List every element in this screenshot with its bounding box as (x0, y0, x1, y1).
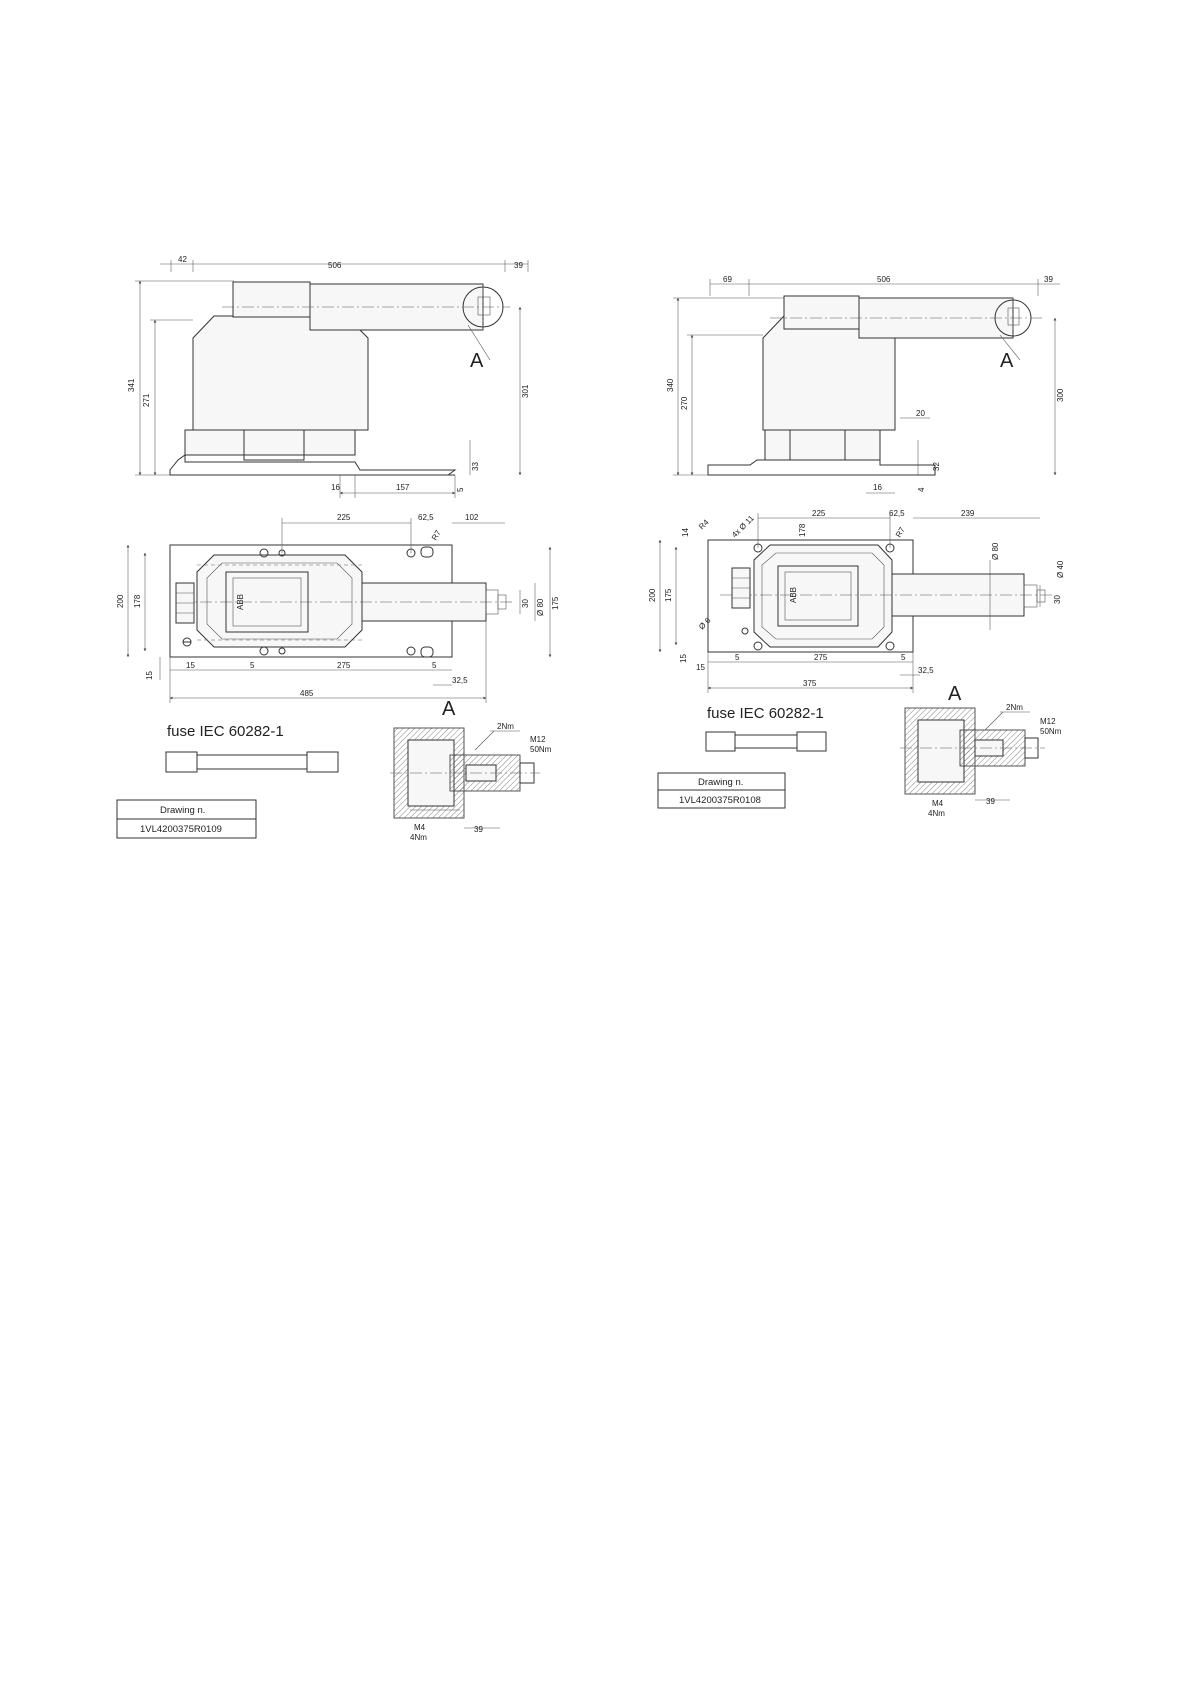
right-plan-dim-200: 200 (648, 588, 657, 602)
right-plan-dim-5-a: 5 (735, 653, 740, 662)
left-fuse-label: fuse IEC 60282-1 (167, 723, 284, 740)
right-plan-dim-5-b: 5 (901, 653, 906, 662)
right-plan-dim-dia40: Ø 40 (1056, 560, 1065, 578)
right-plan-dim-dia80: Ø 80 (991, 542, 1000, 560)
plan-dim-15-vert: 15 (145, 671, 154, 680)
plan-dim-62-5: 62,5 (418, 513, 434, 522)
abb-logo-right: ABB (789, 586, 798, 603)
left-fuse-block (117, 723, 338, 838)
right-dim-32: 32 (932, 462, 941, 471)
right-fuse-block (658, 705, 826, 808)
right-plan-dim-225: 225 (812, 509, 826, 518)
right-plan-dim-32-5: 32,5 (918, 666, 934, 675)
right-plan-dim-178: 178 (798, 523, 807, 537)
right-fuse-label: fuse IEC 60282-1 (707, 705, 824, 722)
dim-33: 33 (471, 462, 480, 471)
left-detail-bolt: M12 (530, 735, 546, 744)
right-detail-torque-top: 2Nm (1006, 703, 1023, 712)
right-plan-dim-r4: R4 (697, 517, 711, 532)
left-detail-bolt-torque: 50Nm (530, 745, 552, 754)
left-side-view (127, 255, 530, 498)
left-detail-screw: M4 (414, 823, 426, 832)
right-dim-506: 506 (877, 275, 891, 284)
right-plan-dim-dia6: Ø 6 (697, 615, 713, 632)
right-plan-dim-30: 30 (1053, 595, 1062, 604)
right-dim-69: 69 (723, 275, 732, 284)
dim-506: 506 (328, 261, 342, 270)
left-plan-view (116, 513, 560, 703)
right-dim-20: 20 (916, 409, 925, 418)
plan-dim-200: 200 (116, 594, 125, 608)
dim-39-left: 39 (514, 261, 523, 270)
left-detail-screw-torque: 4Nm (410, 833, 427, 842)
right-plan-dim-175: 175 (664, 588, 673, 602)
right-detail-screw-torque: 4Nm (928, 809, 945, 818)
right-plan-dim-275: 275 (814, 653, 828, 662)
left-detail-dim-39: 39 (474, 825, 483, 834)
dim-42: 42 (178, 255, 187, 264)
plan-dim-32-5: 32,5 (452, 676, 468, 685)
left-side-detail-label: A (470, 350, 484, 372)
right-plan-dim-62-5: 62,5 (889, 509, 905, 518)
plan-dim-225: 225 (337, 513, 351, 522)
plan-dim-175: 175 (551, 596, 560, 610)
right-plan-dim-15: 15 (696, 663, 705, 672)
left-detail-torque-top: 2Nm (497, 722, 514, 731)
right-dim-4: 4 (917, 487, 926, 492)
plan-dim-275: 275 (337, 661, 351, 670)
right-detail-dim-39: 39 (986, 797, 995, 806)
right-drawing-number: 1VL4200375R0108 (679, 795, 761, 806)
plan-dim-178: 178 (133, 594, 142, 608)
dim-157: 157 (396, 483, 410, 492)
plan-dim-30: 30 (521, 599, 530, 608)
right-dim-270: 270 (680, 396, 689, 410)
dim-341: 341 (127, 378, 136, 392)
dim-301: 301 (521, 384, 530, 398)
right-detail-bolt: M12 (1040, 717, 1056, 726)
plan-dim-5-a: 5 (250, 661, 255, 670)
right-dim-340: 340 (666, 378, 675, 392)
dim-5-side: 5 (456, 487, 465, 492)
plan-dim-102: 102 (465, 513, 479, 522)
right-plan-dim-r7: R7 (893, 525, 907, 539)
left-drawing-number: 1VL4200375R0109 (140, 824, 222, 835)
right-plan-dim-4x11: 4x Ø 11 (730, 513, 756, 540)
right-drawing-header: Drawing n. (698, 777, 744, 788)
right-dim-39: 39 (1044, 275, 1053, 284)
dim-16: 16 (331, 483, 340, 492)
right-plan-dim-239: 239 (961, 509, 975, 518)
right-plan-view (648, 509, 1065, 693)
right-plan-dim-14: 14 (681, 528, 690, 537)
right-detail-a (900, 683, 1062, 818)
right-detail-bolt-torque: 50Nm (1040, 727, 1062, 736)
right-side-view (666, 275, 1065, 493)
right-drawing (648, 275, 1065, 818)
right-dim-300: 300 (1056, 388, 1065, 402)
right-plan-dim-15-vert: 15 (679, 654, 688, 663)
plan-dim-r7: R7 (429, 528, 443, 542)
plan-dim-dia80: Ø 80 (536, 598, 545, 616)
abb-logo-left: ABB (236, 593, 245, 610)
right-detail-title: A (948, 683, 962, 705)
left-detail-a (390, 698, 552, 842)
right-plan-dim-375: 375 (803, 679, 817, 688)
plan-dim-485: 485 (300, 689, 314, 698)
right-side-detail-label: A (1000, 350, 1014, 372)
left-drawing (116, 255, 560, 842)
dim-271: 271 (142, 393, 151, 407)
plan-dim-5-b: 5 (432, 661, 437, 670)
left-drawing-header: Drawing n. (160, 805, 206, 816)
right-dim-16: 16 (873, 483, 882, 492)
plan-dim-15: 15 (186, 661, 195, 670)
right-detail-screw: M4 (932, 799, 944, 808)
left-detail-title: A (442, 698, 456, 720)
